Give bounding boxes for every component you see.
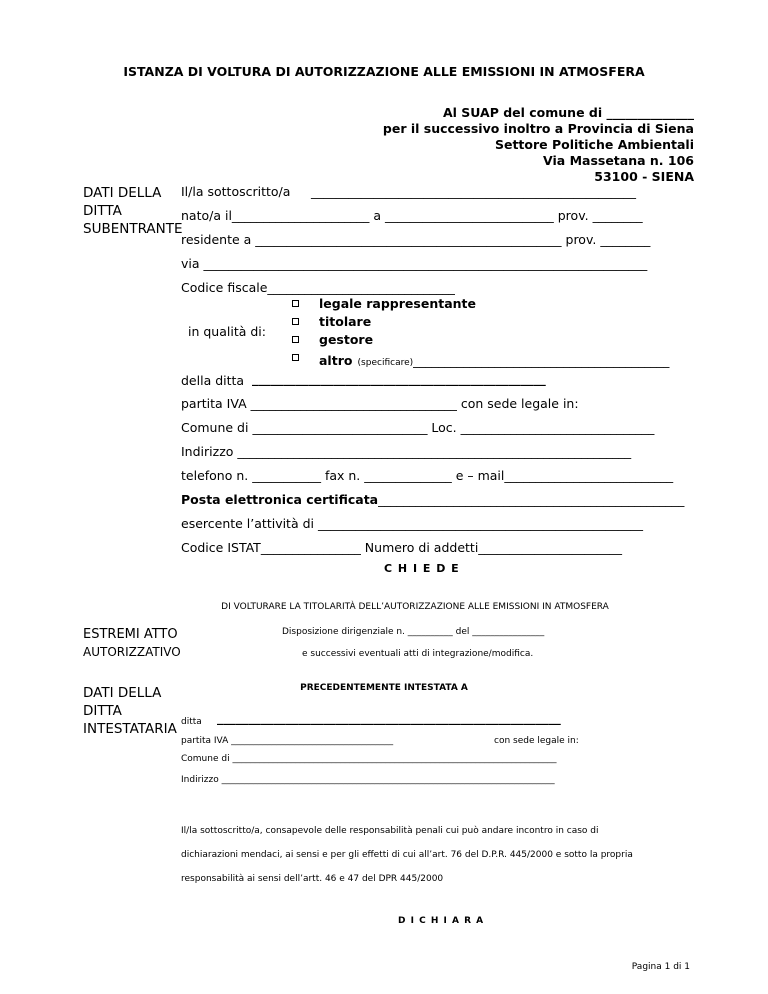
field-ditta-intestataria-label: ditta bbox=[181, 717, 202, 727]
option-legale-rappresentante: legale rappresentante bbox=[319, 296, 476, 311]
section-label-autorizzativo: AUTORIZZATIVO bbox=[83, 645, 181, 659]
checkbox-gestore[interactable] bbox=[292, 336, 299, 343]
checkbox-altro[interactable] bbox=[292, 354, 299, 361]
field-via[interactable]: via _______________________________________________________________________ bbox=[181, 256, 648, 271]
declaration-line: responsabilità ai sensi dell’artt. 46 e 47 del DPR 445/2000 bbox=[181, 874, 444, 884]
declaration-line: dichiarazioni mendaci, ai sensi e per gli effetti di cui all’art. 76 del D.P.R. 445/2000 e sotto la propria bbox=[181, 850, 633, 860]
field-disposizione[interactable]: Disposizione dirigenziale n. __________ del ________________ bbox=[282, 627, 545, 637]
checkbox-legale-rappresentante[interactable] bbox=[292, 300, 299, 307]
field-pec-label: Posta elettronica certificata bbox=[181, 492, 379, 507]
checkbox-titolare[interactable] bbox=[292, 318, 299, 325]
field-partita-iva-intestataria[interactable]: partita IVA ____________________________________ bbox=[181, 736, 394, 746]
field-codice-fiscale[interactable]: Codice fiscale______________________________ bbox=[181, 280, 455, 295]
sede-legale-label: con sede legale in: bbox=[494, 736, 579, 746]
field-sottoscritto-input[interactable]: ____________________________________________________ bbox=[311, 184, 636, 199]
field-sottoscritto-label: Il/la sottoscritto/a bbox=[181, 184, 291, 199]
option-titolare: titolare bbox=[319, 314, 372, 329]
chiede-heading: C H I E D E bbox=[384, 562, 460, 575]
section-label-subentrante: DATI DELLA DITTA SUBENTRANTE bbox=[83, 185, 183, 237]
altro-note: (specificare) bbox=[357, 358, 414, 368]
addressee-line: Al SUAP del comune di ______________ bbox=[442, 105, 694, 120]
qualita-label: in qualità di: bbox=[188, 324, 266, 339]
field-istat-addetti[interactable]: Codice ISTAT________________ Numero di addetti_______________________ bbox=[181, 540, 623, 555]
section-label-intestataria: DATI DELLA DITTA INTESTATARIA bbox=[83, 685, 177, 737]
field-nato[interactable]: nato/a il______________________ a ___________________________ prov. ________ bbox=[181, 208, 643, 223]
precedentemente-heading: PRECEDENTEMENTE INTESTATA A bbox=[300, 683, 468, 693]
addressee-line: Settore Politiche Ambientali bbox=[494, 137, 694, 152]
page-number: Pagina 1 di 1 bbox=[631, 962, 690, 972]
field-comune-loc[interactable]: Comune di ____________________________ Loc. _______________________________ bbox=[181, 420, 655, 435]
altro-input[interactable]: _________________________________________ bbox=[413, 353, 670, 368]
field-residente[interactable]: residente a _________________________________________________ prov. ________ bbox=[181, 232, 651, 247]
field-comune-intestataria[interactable]: Comune di ________________________________________________________________________ bbox=[181, 754, 557, 764]
chiede-subtitle: DI VOLTURARE LA TITOLARITÀ DELL’AUTORIZZAZIONE ALLE EMISSIONI IN ATMOSFERA bbox=[221, 602, 609, 612]
field-pec-input[interactable]: _________________________________________________ bbox=[378, 492, 685, 507]
field-indirizzo[interactable]: Indirizzo _______________________________________________________________ bbox=[181, 444, 632, 459]
field-ditta-intestataria-input[interactable]: _______________________________________________________ bbox=[217, 710, 561, 725]
option-gestore: gestore bbox=[319, 332, 374, 347]
document-title: ISTANZA DI VOLTURA DI AUTORIZZAZIONE ALLE EMISSIONI IN ATMOSFERA bbox=[123, 64, 645, 79]
field-partita-iva[interactable]: partita IVA _________________________________ con sede legale in: bbox=[181, 396, 579, 411]
section-label-estremi: ESTREMI ATTO bbox=[83, 627, 178, 642]
field-ditta-label: della ditta bbox=[181, 373, 245, 388]
dichiara-heading: D I C H I A R A bbox=[398, 916, 485, 926]
addressee-line: per il successivo inoltro a Provincia di Siena bbox=[382, 121, 694, 136]
declaration-line: Il/la sottoscritto/a, consapevole delle responsabilità penali cui può andare incontro in caso di bbox=[181, 826, 599, 836]
field-telefono-fax-email[interactable]: telefono n. ___________ fax n. ______________ e – mail___________________________ bbox=[181, 468, 674, 483]
field-indirizzo-intestataria[interactable]: Indirizzo __________________________________________________________________________ bbox=[181, 775, 555, 785]
addressee-line: Via Massetana n. 106 bbox=[543, 153, 694, 168]
field-ditta-input[interactable]: _______________________________________________ bbox=[252, 371, 546, 386]
successivi-atti-text: e successivi eventuali atti di integrazione/modifica. bbox=[302, 649, 534, 659]
field-esercente[interactable]: esercente l’attività di ____________________________________________________ bbox=[181, 516, 643, 531]
addressee-line: 53100 - SIENA bbox=[594, 169, 694, 184]
option-altro-row bbox=[319, 350, 669, 369]
field-pec-row bbox=[181, 492, 684, 507]
option-altro: altro bbox=[319, 353, 353, 368]
